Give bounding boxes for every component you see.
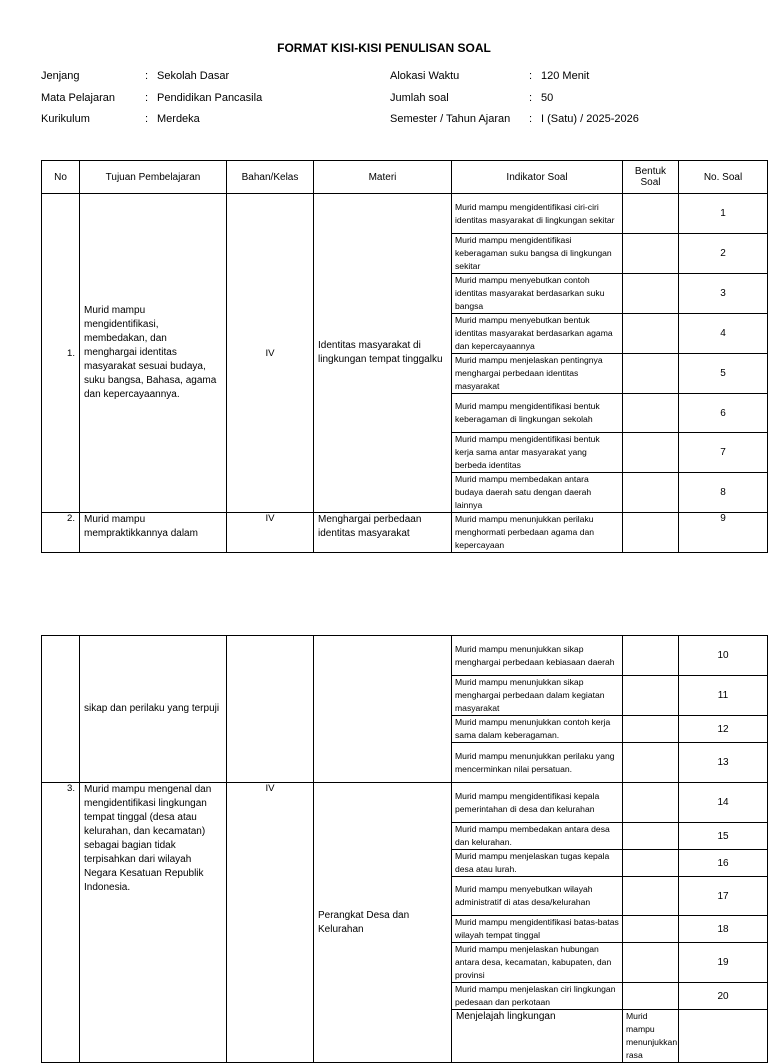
bentuk-soal [623, 513, 679, 553]
header-materi: Materi [314, 161, 452, 194]
bentuk-soal [623, 234, 679, 274]
bahan-kelas: IV [227, 194, 314, 513]
meta-label: Kurikulum [41, 113, 90, 125]
indikator-soal: Murid mampu menunjukkan contoh kerja sama dalam keberagaman. [452, 716, 623, 743]
bahan-kelas: IV [227, 783, 314, 1063]
indikator-soal: Murid mampu menyebutkan contoh identitas masyarakat berdasarkan suku bangsa [452, 274, 623, 314]
meta-value: Sekolah Dasar [157, 70, 230, 82]
meta-label: Mata Pelajaran [41, 91, 115, 104]
bentuk-soal [623, 636, 679, 676]
meta-row-kurikulum: Kurikulum : Merdeka [41, 113, 262, 135]
no-soal: 18 [679, 916, 768, 943]
no-soal: 14 [679, 783, 768, 823]
no-soal: 4 [679, 314, 768, 354]
bentuk-soal [623, 916, 679, 943]
group-no [42, 636, 80, 783]
bentuk-soal [623, 877, 679, 916]
no-soal: 5 [679, 354, 768, 394]
table-row [42, 513, 768, 553]
bentuk-soal [623, 716, 679, 743]
indikator-soal: Murid mampu menjelaskan pentingnya menghargai perbedaan identitas masyarakat [452, 354, 623, 394]
header-no: No [42, 161, 80, 194]
no-soal: 9 [679, 513, 768, 553]
indikator-soal: Murid mampu mengidentifikasi bentuk kerja sama antar masyarakat yang berbeda identitas [452, 433, 623, 473]
no-soal: 20 [679, 983, 768, 1010]
meta-value: Merdeka [157, 113, 200, 125]
bentuk-soal [623, 850, 679, 877]
indikator-soal: Murid mampu membedakan antara desa dan kelurahan. [452, 823, 623, 850]
no-soal: 19 [679, 943, 768, 983]
indikator-soal: Murid mampu menunjukkan perilaku yang mencerminkan nilai persatuan. [452, 743, 623, 783]
indikator-soal: Murid mampu mengidentifikasi bentuk keberagaman di lingkungan sekolah [452, 394, 623, 433]
no-soal: 13 [679, 743, 768, 783]
meta-label: Semester / Tahun Ajaran [390, 113, 511, 125]
indikator-soal: Murid mampu mengidentifikasi keberagaman suku bangsa di lingkungan sekitar [452, 234, 623, 274]
bentuk-soal [623, 676, 679, 716]
no-soal: 17 [679, 877, 768, 916]
indikator-soal: Murid mampu mengidentifikasi batas-batas wilayah tempat tinggal [452, 916, 623, 943]
indikator-soal: Murid mampu menunjukkan perilaku menghormati perbedaan agama dan kepercayaan [452, 513, 623, 553]
bentuk-soal [623, 983, 679, 1010]
materi: Identitas masyarakat di lingkungan tempat tinggalku [314, 194, 452, 513]
group-no: 2. [42, 513, 80, 553]
tujuan-pembelajaran: sikap dan perilaku yang terpuji [80, 636, 227, 783]
header-indikator: Indikator Soal [452, 161, 623, 194]
tujuan-pembelajaran: Murid mampu mengidentifikasi, membedakan, dan menghargai identitas masyarakat sesuai budaya, suku bangsa, Bahasa, agama dan kepercayaannya. [80, 194, 227, 513]
indikator-soal: Murid mampu mengidentifikasi ciri-ciri identitas masyarakat di lingkungan sekitar [452, 194, 623, 234]
bentuk-soal [623, 783, 679, 823]
bentuk-soal [623, 943, 679, 983]
bahan-kelas: IV [227, 513, 314, 553]
bentuk-soal [623, 394, 679, 433]
meta-value: 50 [541, 91, 554, 104]
materi: Menghargai perbedaan identitas masyarakat [314, 513, 452, 553]
bentuk-soal [623, 274, 679, 314]
indikator-soal: Murid mampu menjelaskan ciri lingkungan pedesaan dan perkotaan [452, 983, 623, 1010]
no-soal: 3 [679, 274, 768, 314]
tujuan-pembelajaran: Murid mampu mempraktikkannya dalam [80, 513, 227, 553]
header-tujuan: Tujuan Pembelajaran [80, 161, 227, 194]
tujuan-pembelajaran: Murid mampu mengenal dan mengidentifikasi lingkungan tempat tinggal (desa atau kelurahan, dan kecamatan) sebagai bagian tidak terpisahkan dari wilayah Negara Kesatuan Republik Indonesia. [80, 783, 227, 1063]
indikator-soal: Murid mampu menyebutkan wilayah administratif di atas desa/kelurahan [452, 877, 623, 916]
meta-row-alokasi-waktu: Alokasi Waktu : 120 Menit [390, 70, 639, 92]
meta-row-mata-pelajaran: Mata Pelajaran : Pendidikan Pancasila [41, 92, 262, 114]
kisi-kisi-table-page-1 [41, 160, 768, 553]
bentuk-soal [623, 194, 679, 234]
table-row [42, 783, 768, 823]
meta-row-semester: Semester / Tahun Ajaran : I (Satu) / 2025-2026 [390, 113, 639, 135]
no-soal: 11 [679, 676, 768, 716]
no-soal: 12 [679, 716, 768, 743]
table-row [42, 636, 768, 676]
indikator-soal: Murid mampu menyebutkan bentuk identitas masyarakat berdasarkan agama dan kepercayaannya [452, 314, 623, 354]
bentuk-soal [623, 433, 679, 473]
meta-value: Pendidikan Pancasila [157, 91, 263, 104]
document-title: FORMAT KISI-KISI PENULISAN SOAL [277, 41, 491, 55]
header-kelas: Bahan/Kelas [227, 161, 314, 194]
no-soal: 6 [679, 394, 768, 433]
kisi-kisi-table-page-2 [41, 635, 768, 1063]
materi: Menjelajah lingkungan [452, 1010, 623, 1063]
no-soal: 7 [679, 433, 768, 473]
no-soal: 10 [679, 636, 768, 676]
meta-row-jumlah-soal: Jumlah soal : 50 [390, 92, 639, 114]
indikator-soal: Murid mampu menjelaskan hubungan antara desa, kecamatan, kabupaten, dan provinsi [452, 943, 623, 983]
indikator-soal: Murid mampu mengidentifikasi kepala pemerintahan di desa dan kelurahan [452, 783, 623, 823]
meta-label: Alokasi Waktu [390, 70, 460, 82]
bentuk-soal [623, 743, 679, 783]
header-bentuk: Bentuk Soal [623, 161, 679, 194]
bentuk-soal [623, 314, 679, 354]
no-soal: 1 [679, 194, 768, 234]
group-no: 1. [42, 194, 80, 513]
indikator-soal: Murid mampu menunjukkan sikap menghargai perbedaan kebiasaan daerah [452, 636, 623, 676]
table-header-row [42, 161, 768, 194]
bentuk-soal [679, 1010, 768, 1063]
no-soal: 2 [679, 234, 768, 274]
meta-value: 120 Menit [541, 70, 590, 82]
table-row [42, 194, 768, 234]
bentuk-soal [623, 473, 679, 513]
indikator-soal: Murid mampu membedakan antara budaya daerah satu dengan daerah lainnya [452, 473, 623, 513]
meta-value: I (Satu) / 2025-2026 [541, 113, 639, 125]
indikator-soal: Murid mampu menunjukkan rasa [623, 1010, 679, 1063]
meta-right [390, 70, 639, 135]
no-soal: 15 [679, 823, 768, 850]
meta-left [41, 70, 262, 135]
no-soal: 8 [679, 473, 768, 513]
indikator-soal: Murid mampu menunjukkan sikap menghargai perbedaan dalam kegiatan masyarakat [452, 676, 623, 716]
meta-label: Jumlah soal [390, 91, 449, 104]
indikator-soal: Murid mampu menjelaskan tugas kepala desa atau lurah. [452, 850, 623, 877]
bentuk-soal [623, 354, 679, 394]
meta-row-jenjang: Jenjang : Sekolah Dasar [41, 70, 262, 92]
header-no-soal: No. Soal [679, 161, 768, 194]
no-soal: 16 [679, 850, 768, 877]
bahan-kelas [227, 636, 314, 783]
group-no: 3. [42, 783, 80, 1063]
bentuk-soal [623, 823, 679, 850]
materi [314, 636, 452, 783]
meta-label: Jenjang [41, 70, 80, 82]
materi: Perangkat Desa dan Kelurahan [314, 783, 452, 1063]
